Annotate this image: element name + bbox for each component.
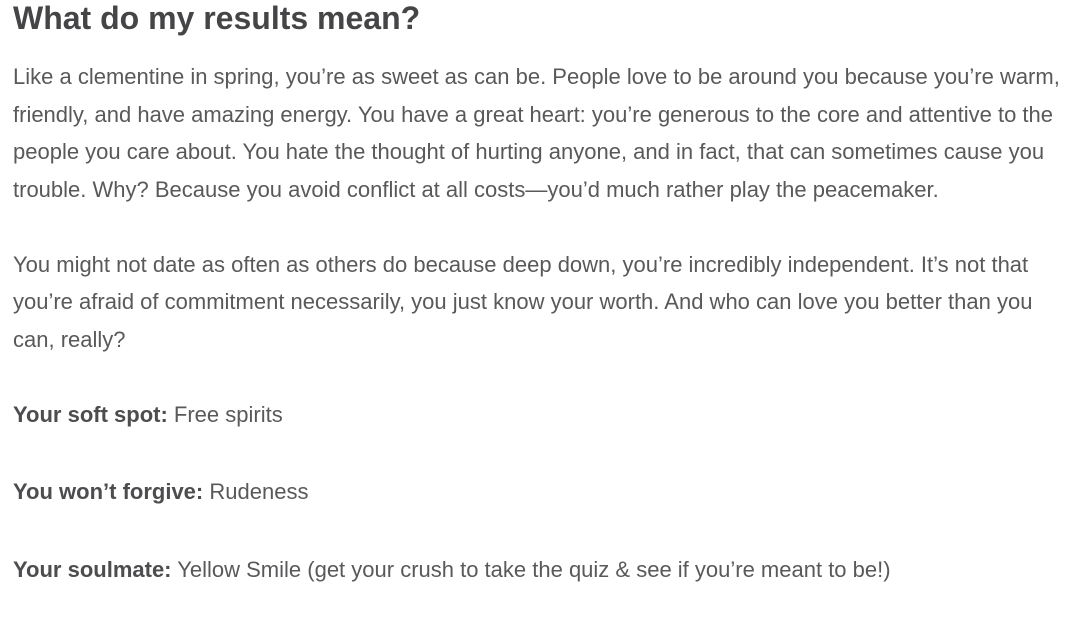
fact-soft-spot-label: Your soft spot: — [13, 401, 168, 427]
results-paragraph-dating: You might not date as often as others do because deep down, you’re incredibly independent. It’s not that you’re afraid of commitment necessarily, you just know your worth. And who can love you better than you can, really? — [13, 251, 1033, 352]
fact-wont-forgive-value: Rudeness — [209, 479, 309, 504]
fact-soft-spot — [13, 396, 1063, 434]
fact-soft-spot-value: Free spirits — [173, 401, 283, 427]
fact-wont-forgive-label: You won’t forgive: — [13, 479, 204, 504]
results-heading: What do my results mean? — [13, 0, 421, 36]
fact-soulmate — [13, 551, 1063, 589]
fact-soulmate-label: Your soulmate: — [13, 556, 172, 582]
results-paragraph-personality: Like a clementine in spring, you’re as sweet as can be. People love to be around you because you’re warm, friendly, and have amazing energy. You have a great heart: you’re generous to the core and attentive to the people you care about. You hate the thought of hurting anyone, and in fact, that can sometimes cause you trouble. Why? Because you avoid conflict at all costs—you’d much rather play the peacemaker. — [13, 64, 1060, 202]
fact-soulmate-value: Yellow Smile (get your crush to take the quiz & see if you’re meant to be!) — [177, 556, 891, 582]
fact-wont-forgive — [13, 473, 1063, 511]
